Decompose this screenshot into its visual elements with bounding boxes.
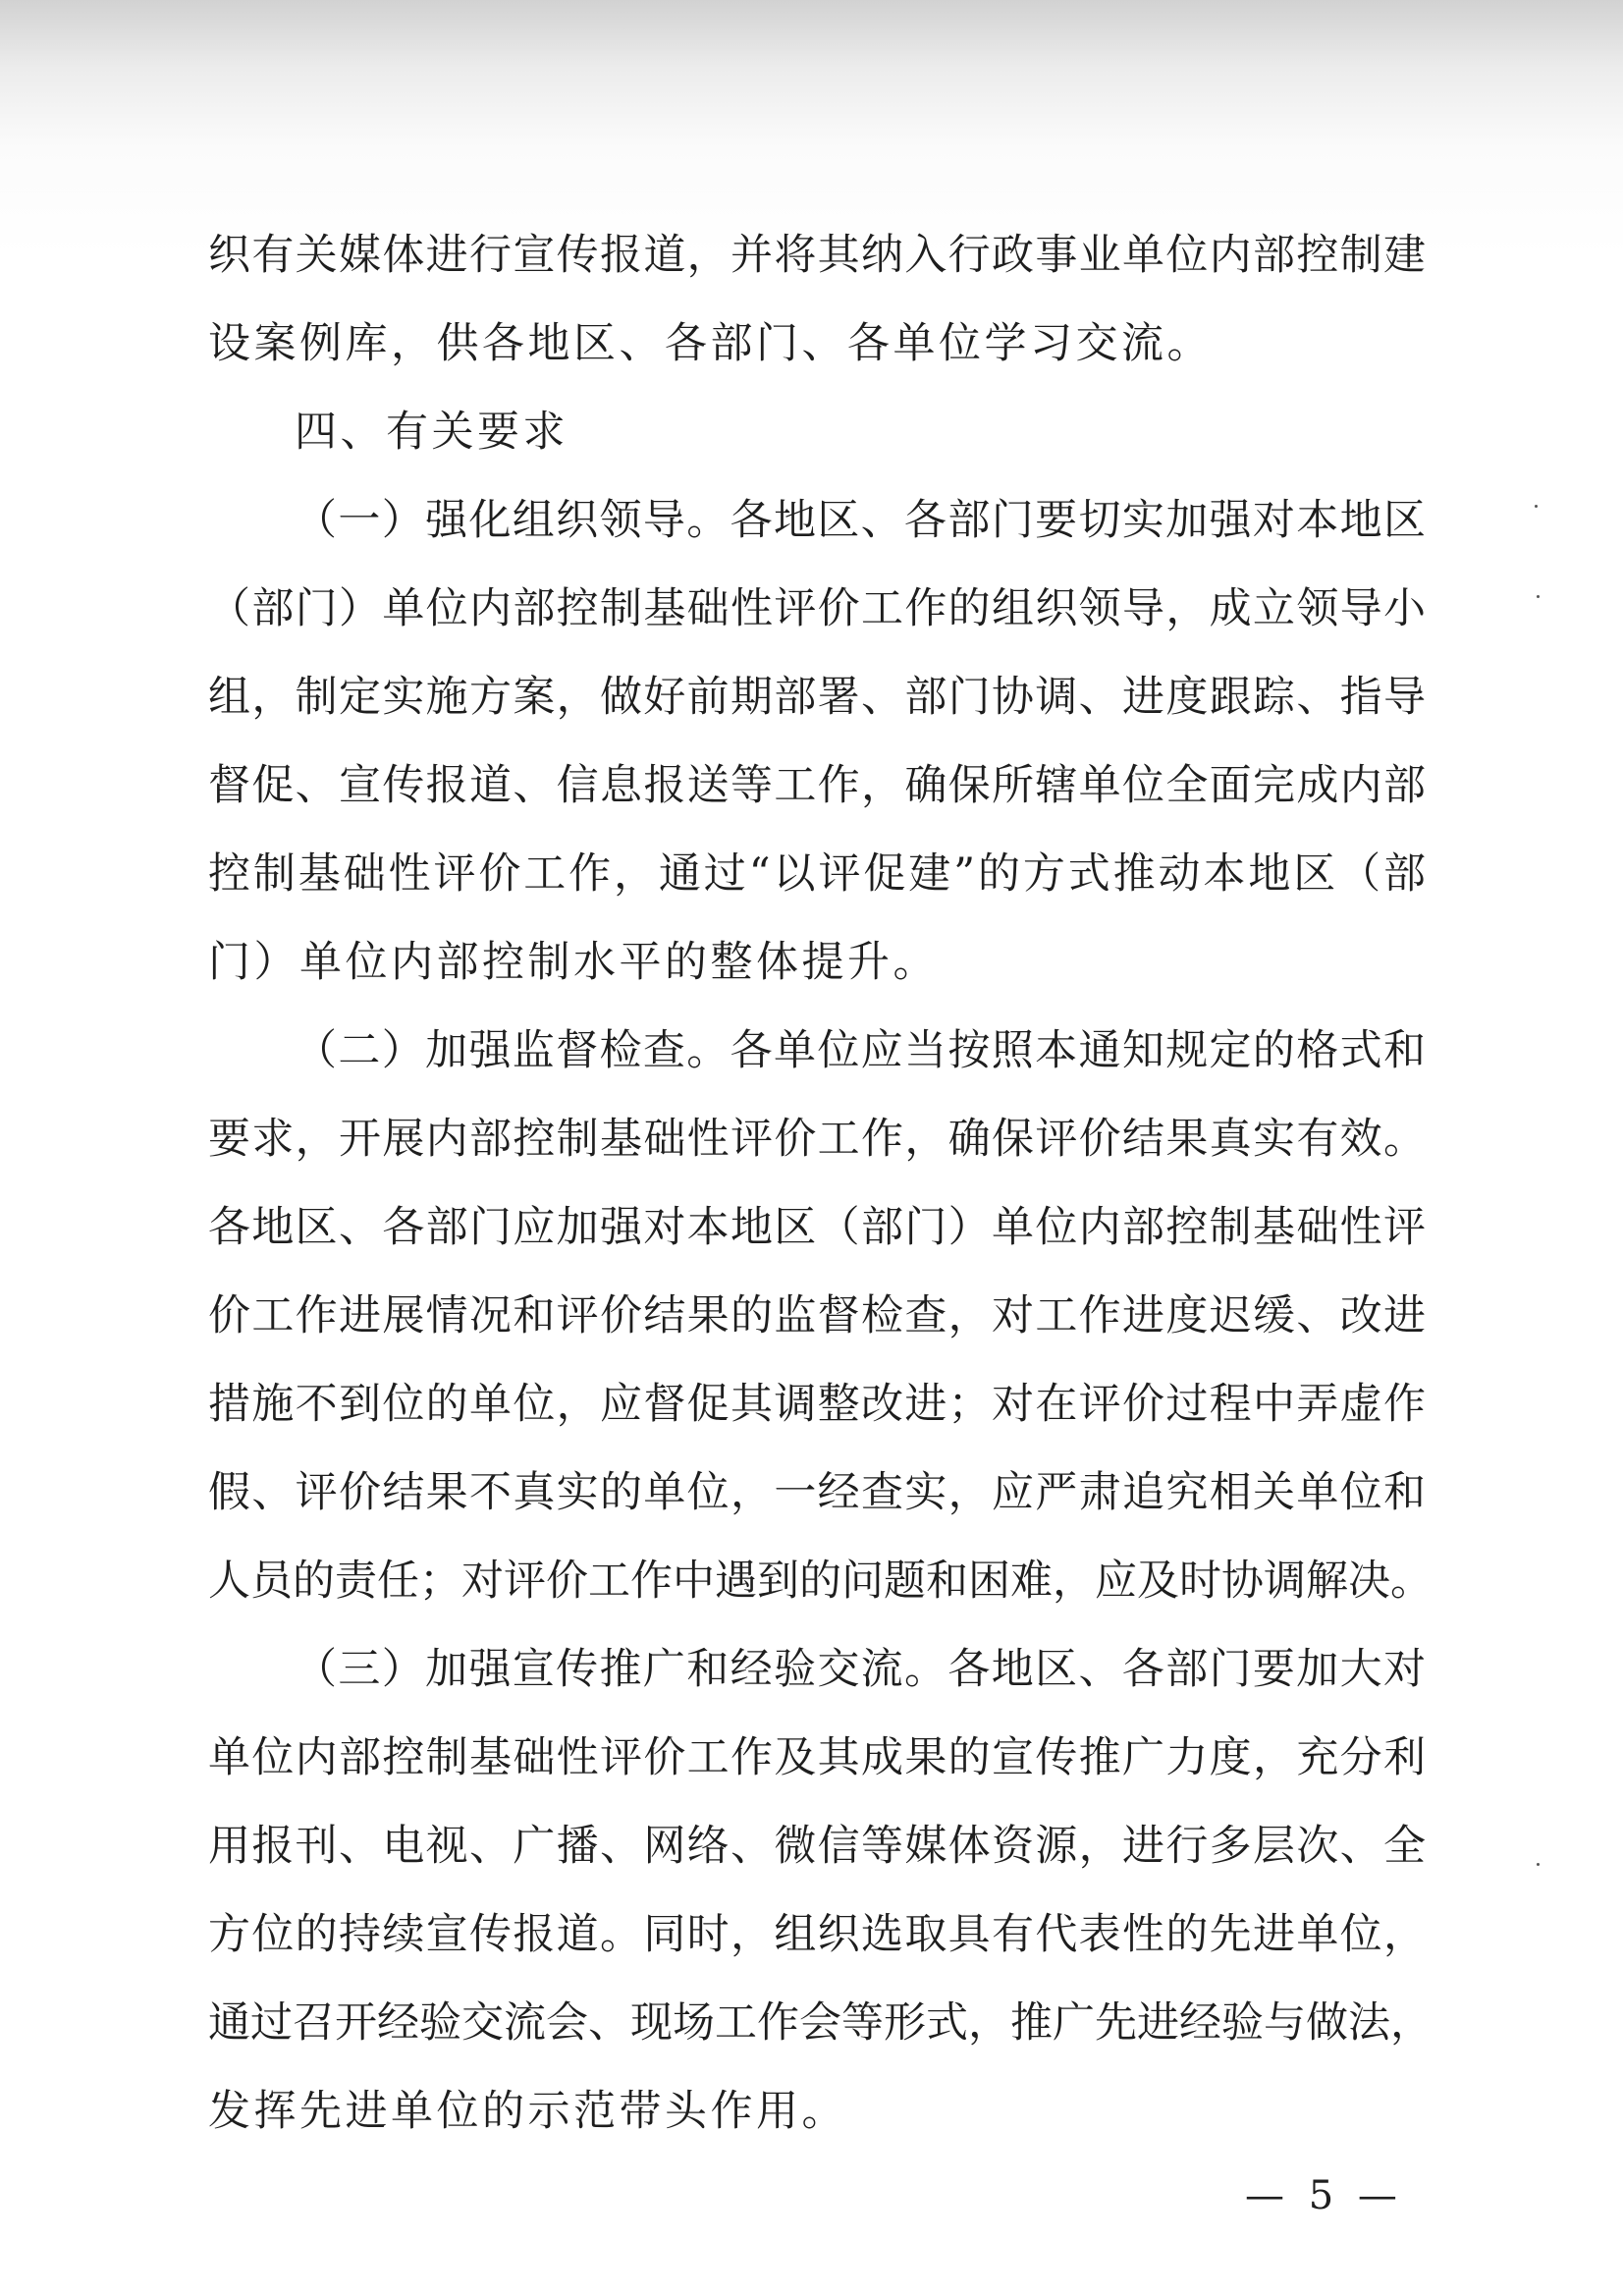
paragraph-first-line: （一）强化组织领导。各地区、各部门要切实加强对本地区 [295, 496, 1426, 545]
body-line: 价工作进展情况和评价结果的监督检查，对工作进度迟缓、改进 [208, 1291, 1426, 1340]
body-line: 督促、宣传报道、信息报送等工作，确保所辖单位全面完成内部 [208, 761, 1426, 810]
body-line: 发挥先进单位的示范带头作用。 [208, 2087, 847, 2136]
scan-speck [1537, 1863, 1540, 1866]
body-line: 织有关媒体进行宣传报道，并将其纳入行政事业单位内部控制建 [208, 231, 1426, 280]
section-heading: 四、有关要求 [295, 408, 568, 457]
body-line: 假、评价结果不真实的单位，一经查实，应严肃追究相关单位和 [208, 1468, 1426, 1517]
body-line: 人员的责任；对评价工作中遇到的问题和困难，应及时协调解决。 [208, 1557, 1433, 1606]
body-line: 门）单位内部控制水平的整体提升。 [208, 938, 939, 987]
scan-speck [1535, 505, 1538, 508]
body-line: 措施不到位的单位，应督促其调整改进；对在评价过程中弄虚作 [208, 1380, 1426, 1429]
body-line: 单位内部控制基础性评价工作及其成果的宣传推广力度，充分利 [208, 1733, 1426, 1782]
body-line: （部门）单位内部控制基础性评价工作的组织领导，成立领导小 [208, 584, 1426, 633]
body-line: 组，制定实施方案，做好前期部署、部门协调、进度跟踪、指导 [208, 673, 1426, 722]
scan-speck [1537, 595, 1540, 598]
paragraph-first-line: （二）加强监督检查。各单位应当按照本通知规定的格式和 [295, 1026, 1426, 1075]
page-number: — 5 — [1245, 2173, 1403, 2218]
body-line: 各地区、各部门应加强对本地区（部门）单位内部控制基础性评 [208, 1203, 1426, 1252]
paragraph-first-line: （三）加强宣传推广和经验交流。各地区、各部门要加大对 [295, 1645, 1426, 1694]
body-line: 方位的持续宣传报道。同时，组织选取具有代表性的先进单位， [208, 1910, 1426, 1959]
body-line: 用报刊、电视、广播、网络、微信等媒体资源，进行多层次、全 [208, 1822, 1426, 1871]
body-line: 控制基础性评价工作，通过“以评促建”的方式推动本地区（部 [208, 849, 1426, 899]
body-line: 通过召开经验交流会、现场工作会等形式，推广先进经验与做法， [208, 1998, 1433, 2048]
body-line: 要求，开展内部控制基础性评价工作，确保评价结果真实有效。 [208, 1115, 1426, 1164]
body-line: 设案例库，供各地区、各部门、各单位学习交流。 [208, 319, 1213, 368]
